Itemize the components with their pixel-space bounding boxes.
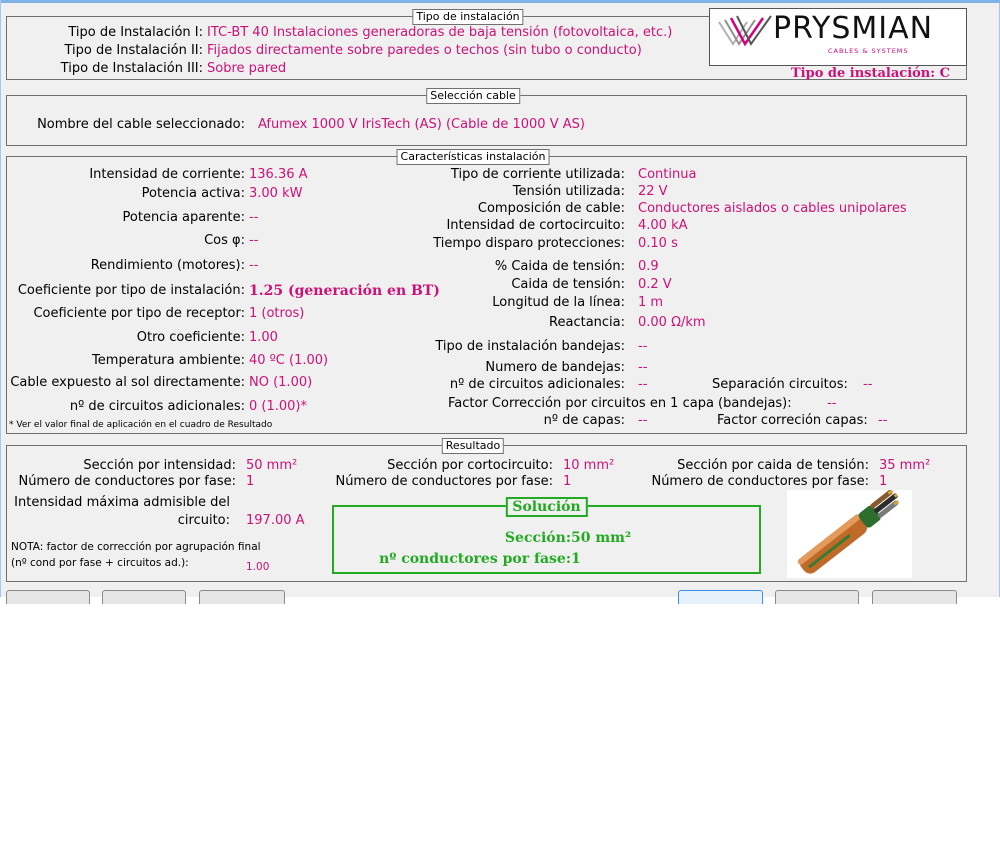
right-value: 0.9 — [638, 259, 659, 274]
bottom-button-5[interactable] — [775, 590, 859, 604]
right-label: Tiempo disparo protecciones: — [433, 236, 625, 251]
seccion-intensidad-label: Sección por intensidad: — [83, 458, 236, 473]
right-value: 22 V — [638, 184, 668, 199]
tipo-ii-value: Fijados directamente sobre paredes o techos (sin tubo o conducto) — [207, 43, 642, 58]
left-label: Coeficiente por tipo de receptor: — [33, 306, 245, 321]
right-label: % Caida de tensión: — [494, 259, 625, 274]
prysmian-wave-icon — [715, 14, 775, 54]
right-label: Numero de bandejas: — [485, 360, 625, 375]
left-value: 1 (otros) — [249, 306, 305, 321]
seccion-cortocircuito-value: 10 mm² — [563, 458, 615, 473]
right-label: Longitud de la línea: — [492, 295, 625, 310]
bottom-button-2[interactable] — [102, 590, 186, 604]
tipo-i-label: Tipo de Instalación I: — [68, 25, 203, 40]
left-value: 0 (1.00)* — [249, 399, 307, 414]
left-label: Coeficiente por tipo de instalación: — [17, 283, 245, 298]
tipo-instalacion-badge: Tipo de instalación: C — [791, 66, 950, 81]
right-value: 4.00 kA — [638, 218, 688, 233]
cond-cortocircuito-value: 1 — [563, 474, 572, 489]
right-label: Tipo de corriente utilizada: — [450, 167, 625, 182]
factor-1capa-value: -- — [827, 396, 837, 411]
right-label: Caida de tensión: — [511, 277, 625, 292]
solucion-box — [332, 499, 761, 574]
left-value: NO (1.00) — [249, 375, 313, 390]
logo-tagline: CABLES & SYSTEMS — [828, 47, 909, 55]
factor-1capa-label: Factor Corrección por circuitos en 1 capa (bandejas): — [448, 396, 792, 411]
tipo-i-value: ITC-BT 40 Instalaciones generadoras de baja tensión (fotovoltaica, etc.) — [207, 25, 673, 40]
left-label: Cos φ: — [204, 233, 245, 248]
factor-capas-value: -- — [878, 413, 888, 428]
resultado-legend: Resultado — [442, 438, 504, 454]
left-value: 136.36 A — [249, 167, 308, 182]
right-value: 0.00 Ω/km — [638, 315, 706, 330]
solucion-cond-value: 1 — [571, 551, 581, 567]
prysmian-logo — [709, 8, 967, 66]
window-top-edge — [1, 0, 1000, 3]
right-label: Intensidad de cortocircuito: — [446, 218, 625, 233]
right-label: Tipo de instalación bandejas: — [435, 339, 625, 354]
logo-brand: PRYSMIAN — [773, 11, 934, 46]
right-value: 1 m — [638, 295, 664, 310]
left-label: Potencia activa: — [141, 186, 245, 201]
tipo-iii-label: Tipo de Instalación III: — [60, 61, 203, 76]
solucion-cond-label: nº conductores por fase: — [379, 551, 571, 567]
cable-image — [787, 490, 912, 578]
left-label: nº de circuitos adicionales: — [69, 399, 245, 414]
right-value: -- — [638, 360, 648, 375]
cable-name-label: Nombre del cable seleccionado: — [37, 117, 245, 132]
separacion-label: Separación circuitos: — [712, 377, 848, 392]
left-label: Cable expuesto al sol directamente: — [10, 375, 245, 390]
separacion-value: -- — [863, 377, 873, 392]
left-label: Otro coeficiente: — [136, 330, 245, 345]
caracteristicas-legend: Características instalación — [397, 149, 550, 165]
cable-name-value: Afumex 1000 V IrisTech (AS) (Cable de 1000 V AS) — [258, 117, 585, 132]
cond-intensidad-value: 1 — [246, 474, 255, 489]
left-value: 40 ºC (1.00) — [249, 353, 329, 368]
right-label: Tensión utilizada: — [512, 184, 625, 199]
right-value: -- — [638, 339, 648, 354]
left-label: Rendimiento (motores): — [90, 258, 245, 273]
left-value: -- — [249, 258, 259, 273]
seccion-intensidad-value: 50 mm² — [246, 458, 298, 473]
right-value: Continua — [638, 167, 697, 182]
imax-label-line1: Intensidad máxima admisible del — [14, 495, 230, 510]
left-value: 1.00 — [249, 330, 278, 345]
solucion-title: Solución — [505, 497, 587, 517]
left-value: 3.00 kW — [249, 186, 303, 201]
seccion-caida-label: Sección por caida de tensión: — [677, 458, 869, 473]
left-label: Temperatura ambiente: — [92, 353, 245, 368]
bottom-button-4[interactable] — [678, 590, 763, 604]
right-label: nº de circuitos adicionales: — [449, 377, 625, 392]
nota-line1: NOTA: factor de corrección por agrupación final — [11, 541, 261, 553]
cond-caida-label: Número de conductores por fase: — [651, 474, 869, 489]
cond-caida-value: 1 — [879, 474, 888, 489]
solucion-seccion-label: Sección: — [504, 530, 571, 546]
right-label: Reactancia: — [549, 315, 625, 330]
bottom-button-3[interactable] — [199, 590, 285, 604]
footnote: * Ver el valor final de aplicación en el cuadro de Resultado — [9, 420, 273, 430]
left-value-highlight: 1.25 (generación en BT) — [249, 283, 440, 299]
factor-capas-label: Factor correción capas: — [717, 413, 868, 428]
seccion-cortocircuito-label: Sección por cortocircuito: — [387, 458, 553, 473]
left-value: -- — [249, 233, 259, 248]
seccion-caida-value: 35 mm² — [879, 458, 931, 473]
right-label: Composición de cable: — [477, 201, 625, 216]
right-value: 0.2 V — [638, 277, 672, 292]
left-value: -- — [249, 210, 259, 225]
solucion-seccion-value: 50 mm² — [571, 530, 632, 546]
nota-line2: (nº cond por fase + circuitos ad.): — [11, 557, 189, 569]
right-value: -- — [638, 377, 648, 392]
imax-value: 197.00 A — [246, 513, 305, 528]
bottom-button-1[interactable] — [6, 590, 90, 604]
right-label: nº de capas: — [543, 413, 625, 428]
right-value: -- — [638, 413, 648, 428]
tipo-ii-label: Tipo de Instalación II: — [64, 43, 203, 58]
bottom-button-6[interactable] — [872, 590, 957, 604]
tipo-iii-value: Sobre pared — [207, 61, 287, 76]
left-label: Potencia aparente: — [122, 210, 245, 225]
left-label: Intensidad de corriente: — [89, 167, 245, 182]
cond-cortocircuito-label: Número de conductores por fase: — [335, 474, 553, 489]
seleccion-cable-legend: Selección cable — [426, 88, 520, 104]
tipo-instalacion-legend: Tipo de instalación — [412, 9, 523, 25]
nota-value: 1.00 — [246, 561, 270, 573]
imax-label-line2: circuito: — [177, 513, 230, 528]
cond-intensidad-label: Número de conductores por fase: — [18, 474, 236, 489]
right-value: Conductores aislados o cables unipolares — [638, 201, 907, 216]
right-value: 0.10 s — [638, 236, 678, 251]
